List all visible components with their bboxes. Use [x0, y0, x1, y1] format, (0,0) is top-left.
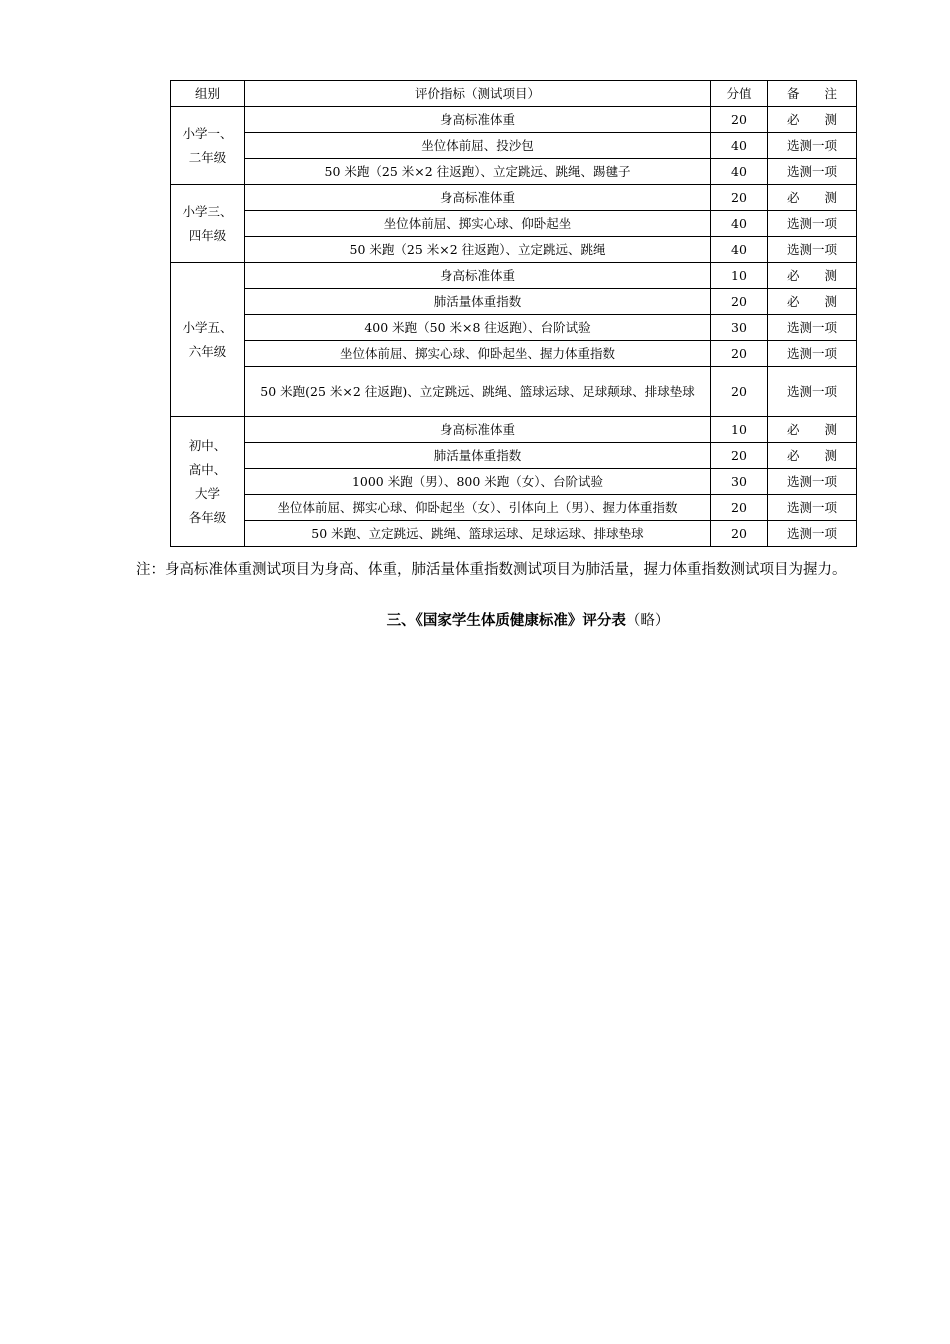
table-row: [171, 495, 857, 521]
remark-cell: 选测一项: [768, 211, 857, 237]
score-cell: 40: [711, 159, 768, 185]
remark-cell: 选测一项: [768, 237, 857, 263]
indicator-cell: 坐位体前屈、掷实心球、仰卧起坐: [245, 211, 711, 237]
remark-cell: 必 测: [768, 185, 857, 211]
score-cell: 40: [711, 211, 768, 237]
score-cell: 20: [711, 289, 768, 315]
section-heading-suffix: （略）: [625, 613, 670, 629]
table-row: [171, 443, 857, 469]
score-cell: 30: [711, 315, 768, 341]
group-cell: 小学五、 六年级: [171, 263, 245, 417]
table-row: [171, 133, 857, 159]
group-cell: 初中、 高中、 大学 各年级: [171, 417, 245, 547]
table-row: [171, 469, 857, 495]
group-cell: 小学一、 二年级: [171, 107, 245, 185]
remark-cell: 选测一项: [768, 469, 857, 495]
remark-cell: 必 测: [768, 417, 857, 443]
score-cell: 30: [711, 469, 768, 495]
indicator-cell: 50 米跑（25 米×2 往返跑）、立定跳远、跳绳、踢毽子: [245, 159, 711, 185]
table-row: [171, 185, 857, 211]
header-group: 组别: [171, 81, 245, 107]
score-cell: 20: [711, 443, 768, 469]
indicator-cell: 肺活量体重指数: [245, 443, 711, 469]
header-indicator: 评价指标（测试项目）: [245, 81, 711, 107]
table-row: [171, 211, 857, 237]
remark-cell: 必 测: [768, 443, 857, 469]
score-cell: 20: [711, 495, 768, 521]
indicator-cell: 50 米跑(25 米×2 往返跑)、立定跳远、跳绳、篮球运球、足球颠球、排球垫球: [245, 367, 711, 417]
remark-cell: 必 测: [768, 107, 857, 133]
remark-cell: 选测一项: [768, 133, 857, 159]
header-remark: 备 注: [768, 81, 857, 107]
indicator-cell: 1000 米跑（男）、800 米跑（女）、台阶试验: [245, 469, 711, 495]
score-cell: 20: [711, 341, 768, 367]
score-cell: 20: [711, 521, 768, 547]
table-header-row: [171, 81, 857, 107]
table-row: [171, 315, 857, 341]
section-heading: [0, 609, 950, 630]
table-row: [171, 107, 857, 133]
indicator-cell: 身高标准体重: [245, 417, 711, 443]
table-body: [171, 107, 857, 547]
indicator-cell: 肺活量体重指数: [245, 289, 711, 315]
remark-cell: 必 测: [768, 263, 857, 289]
section-heading-title: 三、《国家学生体质健康标准》评分表: [386, 613, 626, 629]
indicator-cell: 坐位体前屈、掷实心球、仰卧起坐、握力体重指数: [245, 341, 711, 367]
remark-cell: 选测一项: [768, 159, 857, 185]
remark-cell: 选测一项: [768, 341, 857, 367]
scoring-table: [170, 80, 857, 547]
remark-cell: 选测一项: [768, 521, 857, 547]
group-cell: 小学三、 四年级: [171, 185, 245, 263]
indicator-cell: 400 米跑（50 米×8 往返跑）、台阶试验: [245, 315, 711, 341]
table-row: [171, 341, 857, 367]
score-cell: 10: [711, 263, 768, 289]
remark-cell: 选测一项: [768, 367, 857, 417]
score-cell: 40: [711, 237, 768, 263]
table-row: [171, 289, 857, 315]
table-row: [171, 237, 857, 263]
indicator-cell: 坐位体前屈、投沙包: [245, 133, 711, 159]
indicator-cell: 50 米跑、立定跳远、跳绳、篮球运球、足球运球、排球垫球: [245, 521, 711, 547]
score-cell: 10: [711, 417, 768, 443]
indicator-cell: 身高标准体重: [245, 185, 711, 211]
remark-cell: 选测一项: [768, 495, 857, 521]
remark-cell: 必 测: [768, 289, 857, 315]
score-cell: 40: [711, 133, 768, 159]
table-row: [171, 263, 857, 289]
indicator-cell: 身高标准体重: [245, 107, 711, 133]
header-score: 分值: [711, 81, 768, 107]
indicator-cell: 身高标准体重: [245, 263, 711, 289]
remark-cell: 选测一项: [768, 315, 857, 341]
table-row: [171, 367, 857, 417]
indicator-cell: 坐位体前屈、掷实心球、仰卧起坐（女）、引体向上（男）、握力体重指数: [245, 495, 711, 521]
score-cell: 20: [711, 107, 768, 133]
score-cell: 20: [711, 185, 768, 211]
table-row: [171, 521, 857, 547]
table-row: [171, 159, 857, 185]
indicator-cell: 50 米跑（25 米×2 往返跑）、立定跳远、跳绳: [245, 237, 711, 263]
table-row: [171, 417, 857, 443]
score-cell: 20: [711, 367, 768, 417]
table-note: 注：身高标准体重测试项目为身高、体重，肺活量体重指数测试项目为肺活量，握力体重指数测试项目为握力。: [136, 562, 847, 578]
